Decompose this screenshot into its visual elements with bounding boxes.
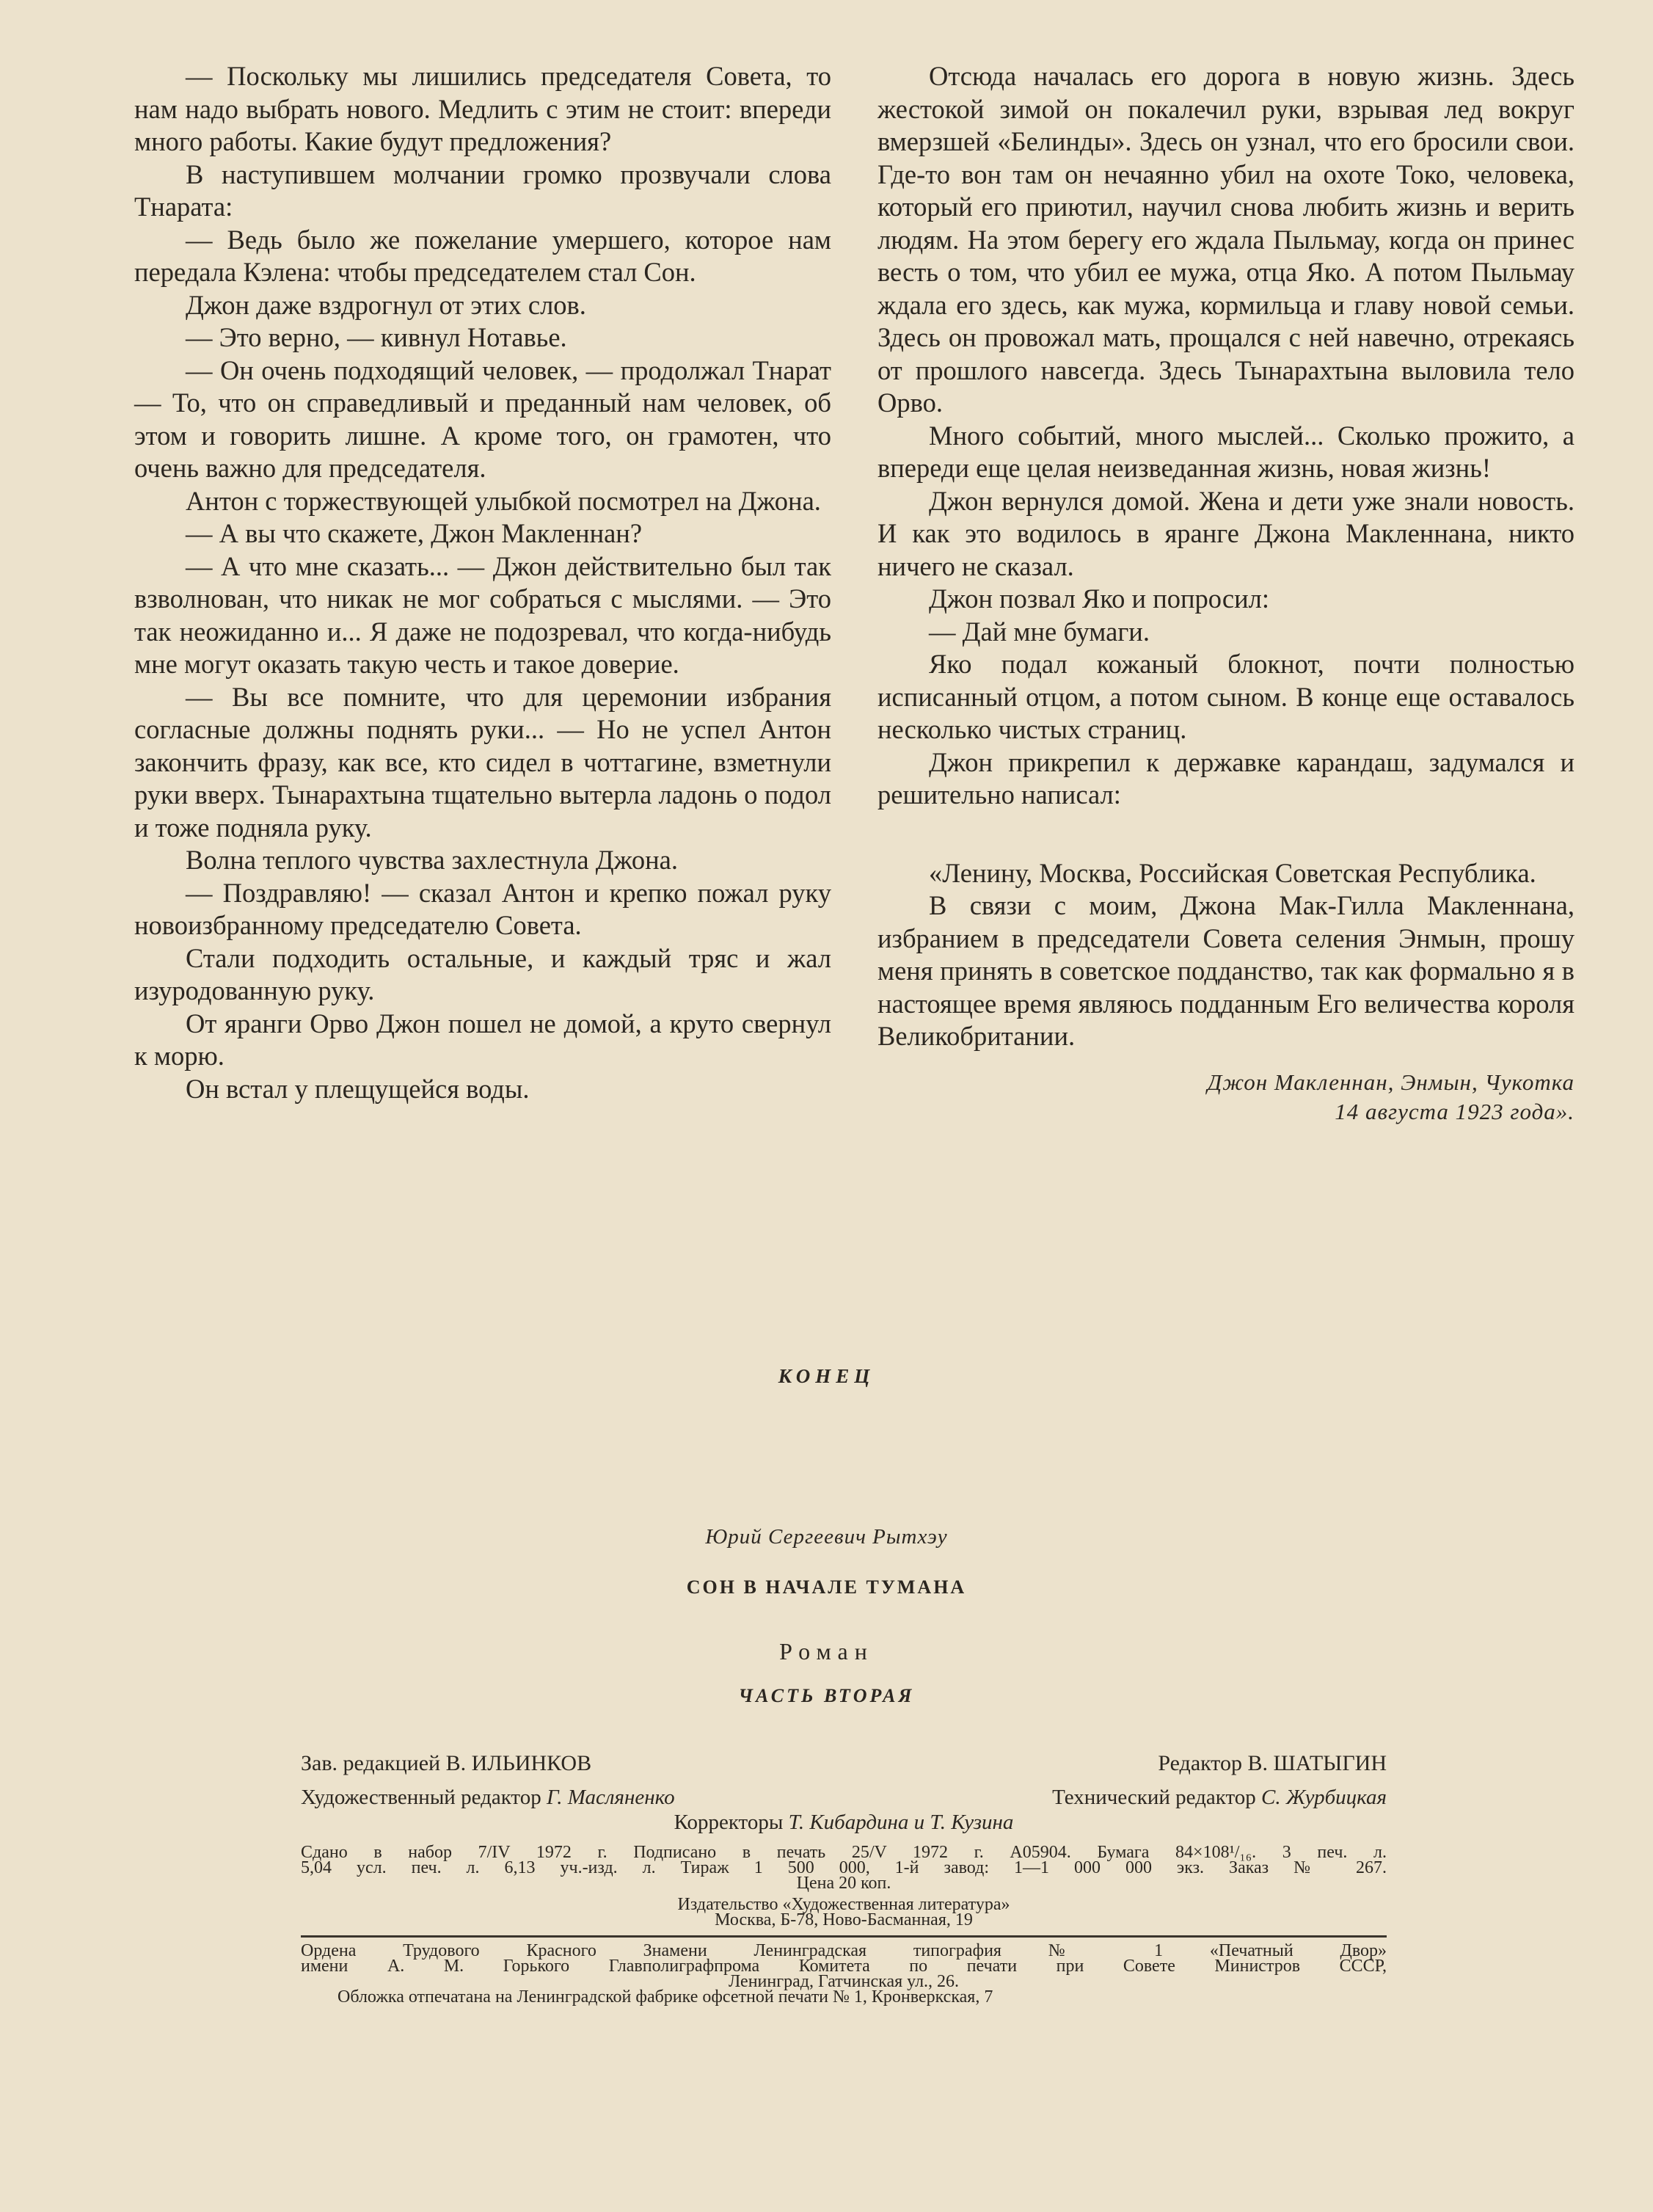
- paragraph: Джон даже вздрогнул от этих слов.: [186, 289, 586, 320]
- paragraph: Джон позвал Яко и попросил:: [929, 583, 1270, 614]
- paragraph: Антон с торжествующей улыбкой посмотрел на Джона.: [186, 485, 821, 516]
- name: В. ИЛЬИНКОВ: [445, 1751, 592, 1775]
- paragraph: — А что мне сказать... — Джон действительно был так взволнован, что никак не мог собраться с мыслями. — Это так неожиданно и... Я даже не подозревал, что когда-нибудь мне могут оказать такую честь и такое доверие.: [134, 550, 831, 679]
- printer-line: Ордена Трудового Красного Знамени Ленинградская типография № 1 «Печатный Двор»: [301, 1941, 1387, 1960]
- paragraph: Стали подходить остальные, и каждый тряс и жал изуродованную руку.: [134, 942, 831, 1005]
- label: Технический редактор: [1052, 1786, 1256, 1809]
- name: В. ШАТЫГИН: [1247, 1751, 1387, 1775]
- end-mark: КОНЕЦ: [778, 1365, 875, 1387]
- printer-line: имени А. М. Горького Главполиграфпрома Комитета по печати при Совете Министров СССР,: [301, 1957, 1387, 1976]
- imprint-editors-row: [301, 1751, 1387, 1776]
- spacer: [877, 812, 1574, 857]
- paragraph: — Поздравляю! — сказал Антон и крепко пожал руку новоизбранному председателю Совета.: [134, 877, 831, 940]
- printer-line: Ленинград, Гатчинская ул., 26.: [728, 1972, 960, 1991]
- letter-paragraph: В связи с моим, Джона Мак-Гилла Макленнана, избранием в председатели Совета селения Энмын, прошу меня принять в советское подданство, так как формально я в настоящее время являюсь подданным Его величества короля Великобритании.: [877, 890, 1574, 1051]
- publisher: Издательство «Художественная литература»: [677, 1895, 1010, 1914]
- head-of-editorial: [301, 1751, 591, 1776]
- print-line: Сдано в набор 7/IV 1972 г. Подписано в печать 25/V 1972 г. А05904. Бумага 84×108¹/₁₆. 3 печ. л.: [301, 1843, 1387, 1862]
- paragraph: В наступившем молчании громко прозвучали слова Тнарата:: [134, 159, 831, 222]
- paragraph: От яранги Орво Джон пошел не домой, а круто свернул к морю.: [134, 1008, 831, 1071]
- proofreaders: [301, 1810, 1387, 1835]
- paragraph: — Это верно, — кивнул Нотавье.: [186, 322, 567, 352]
- paragraph: Яко подал кожаный блокнот, почти полностью исписанный отцом, а потом сыном. В конце еще оставалось несколько чистых страниц.: [877, 649, 1574, 744]
- paragraph: — Ведь было же пожелание умершего, которое нам передала Кэлена: чтобы председателем стал Сон.: [134, 224, 831, 287]
- book-title: СОН В НАЧАЛЕ ТУМАНА: [686, 1576, 967, 1598]
- left-text-column: [134, 60, 831, 1105]
- art-editor: [301, 1785, 675, 1810]
- paragraph: — Поскольку мы лишились председателя Совета, то нам надо выбрать нового. Медлить с этим не стоит: впереди много работы. Какие будут предложения?: [134, 61, 831, 156]
- label: Художественный редактор: [301, 1786, 541, 1809]
- imprint-art-tech-row: [301, 1785, 1387, 1810]
- paragraph: Джон прикрепил к державке карандаш, задумался и решительно написал:: [877, 746, 1574, 810]
- signature-date: 14 августа 1923 года».: [1335, 1098, 1574, 1124]
- paragraph: — Он очень подходящий человек, — продолжал Тнарат — То, что он справедливый и преданный нам человек, об этом и говорить лишне. А кроме того, он грамотен, что очень важно для председателя.: [134, 354, 831, 483]
- paragraph: — А вы что скажете, Джон Макленнан?: [186, 518, 643, 548]
- letter-signature: [877, 1068, 1574, 1127]
- book-author: Юрий Сергеевич Рытхэу: [705, 1525, 948, 1549]
- paragraph: Много событий, много мыслей... Сколько прожито, а впереди еще целая неизведанная жизнь, новая жизнь!: [877, 420, 1574, 483]
- tech-editor: [1052, 1785, 1387, 1810]
- printer-details: [301, 1943, 1387, 2005]
- book-genre: Роман: [779, 1638, 874, 1665]
- right-text-column: [877, 60, 1574, 1127]
- paragraph: Волна теплого чувства захлестнула Джона.: [186, 845, 679, 875]
- name: Т. Кибардина и Т. Кузина: [788, 1811, 1014, 1834]
- label: Зав. редакцией: [301, 1751, 441, 1775]
- publisher-address: Москва, Б-78, Ново-Басманная, 19: [715, 1910, 973, 1929]
- print-details: [301, 1845, 1387, 1928]
- imprint: [301, 1751, 1387, 2005]
- paragraph: Он встал у плещущейся воды.: [186, 1073, 530, 1104]
- editor: [1158, 1751, 1387, 1776]
- name: Г. Масляненко: [546, 1786, 675, 1809]
- label: Редактор: [1158, 1751, 1243, 1775]
- divider: [301, 1935, 1387, 1938]
- print-line: 5,04 усл. печ. л. 6,13 уч.-изд. л. Тираж 1 500 000, 1-й завод: 1—1 000 000 экз. Заказ № 267.: [301, 1858, 1387, 1877]
- paragraph: Джон вернулся домой. Жена и дети уже знали новость. И как это водилось в яранге Джона Макленнана, никто ничего не сказал.: [877, 485, 1574, 581]
- label: Корректоры: [674, 1811, 784, 1834]
- signature-line: Джон Макленнан, Энмын, Чукотка: [1207, 1069, 1574, 1095]
- cover-line: Обложка отпечатана на Ленинградской фабрике офсетной печати № 1, Кронверкская, 7: [337, 1987, 993, 2007]
- letter-paragraph: «Ленину, Москва, Российская Советская Республика.: [929, 857, 1536, 888]
- price: Цена 20 коп.: [796, 1874, 891, 1893]
- paragraph: — Дай мне бумаги.: [929, 616, 1150, 647]
- book-part: ЧАСТЬ ВТОРАЯ: [738, 1685, 915, 1706]
- paragraph: Отсюда началась его дорога в новую жизнь. Здесь жестокой зимой он покалечил руки, взрывая лед вокруг вмерзшей «Белинды». Здесь он узнал, что его бросили свои. Где-то вон там он нечаянно убил на охоте Токо, человека, который его приютил, научил снова любить жизнь и верить людям. На этом берегу его ждала Пыльмау, когда он принес весть о том, что убил ее мужа, отца Яко. А потом Пыльмау ждала его здесь, как мужа, кормильца и главу новой семьи. Здесь он провожал мать, прощался с ней навечно, отрекаясь от прошлого навсегда. Здесь Тынарахтына выловила тело Орво.: [877, 61, 1574, 418]
- name: С. Журбицкая: [1261, 1786, 1387, 1809]
- paragraph: — Вы все помните, что для церемонии избрания согласные должны поднять руки... — Но не успел Антон закончить фразу, как все, кто сидел в чоттагине, взметнули руки вверх. Тынарахтына тщательно вытерла ладонь о подол и тоже подняла руку.: [134, 681, 831, 843]
